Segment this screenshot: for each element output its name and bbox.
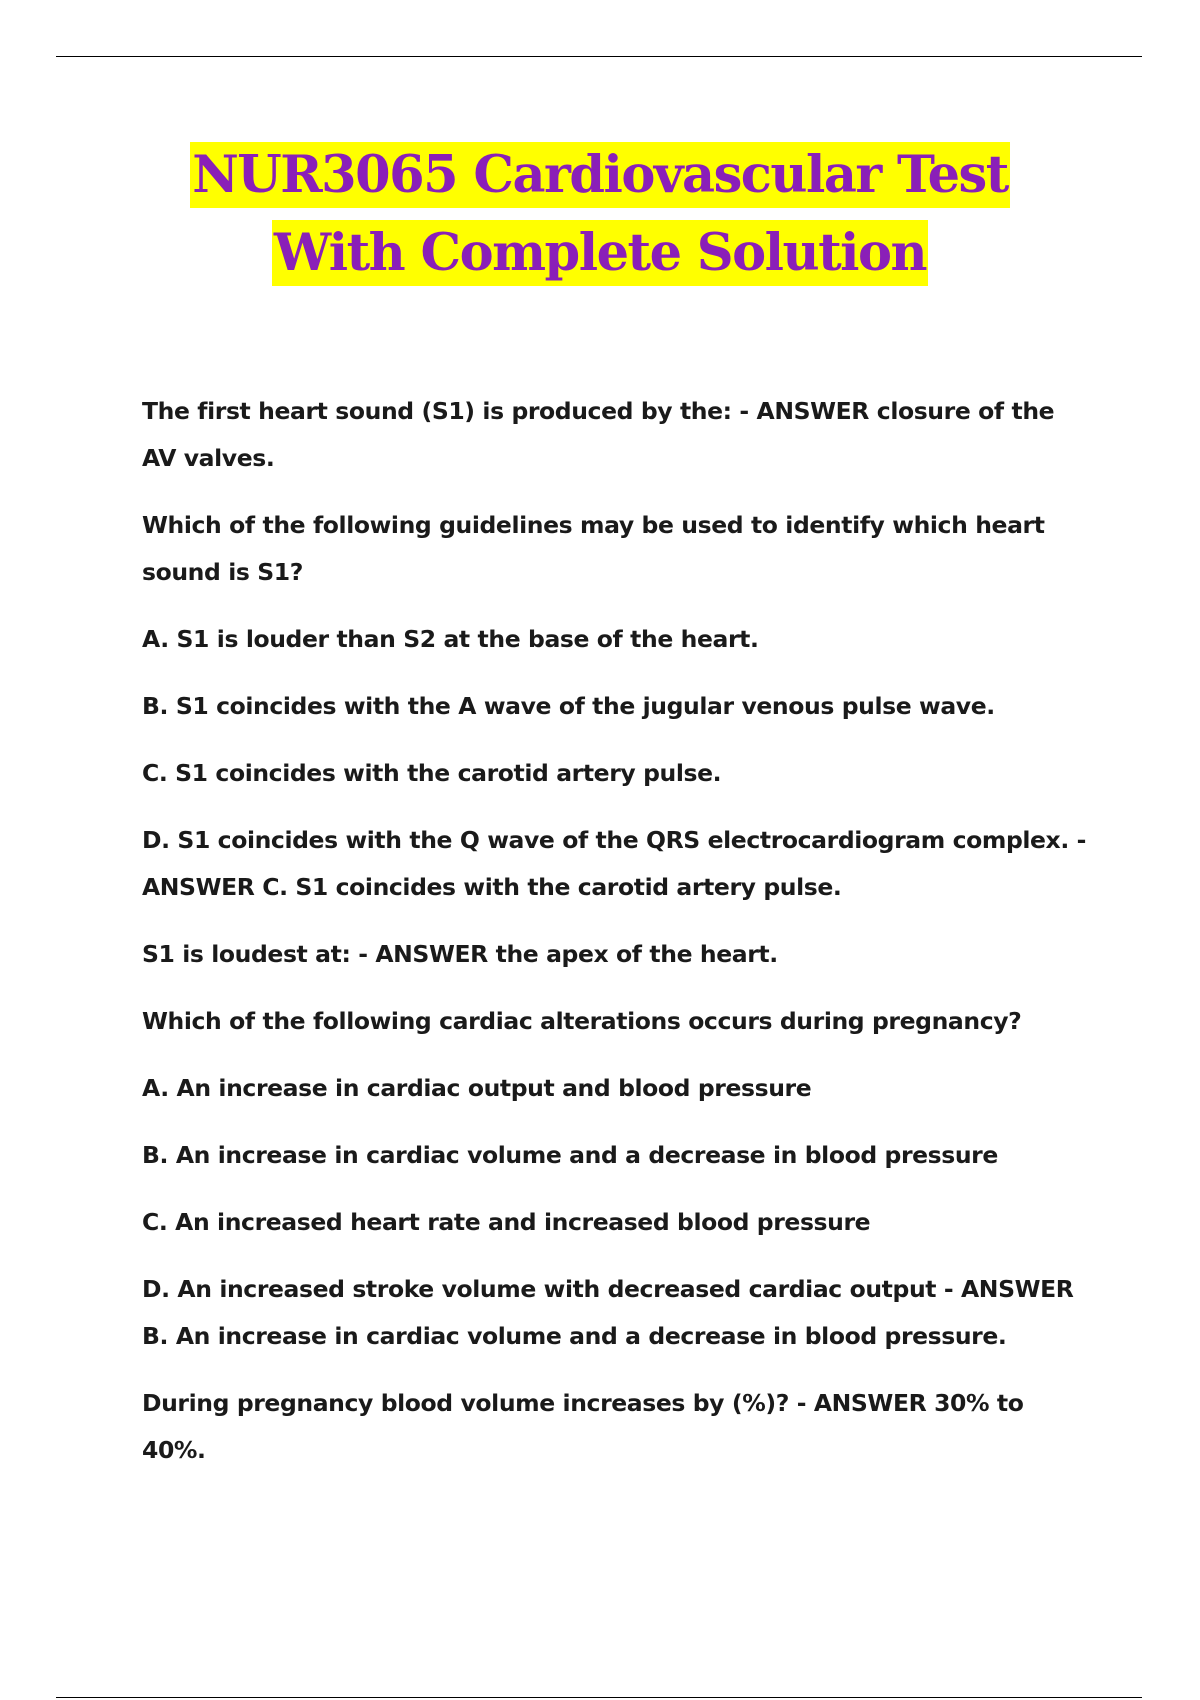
- paragraph-q4: Which of the following cardiac alterations occurs during pregnancy?: [142, 1007, 1022, 1035]
- paragraph-q4-option-b: B. An increase in cardiac volume and a decrease in blood pressure: [142, 1141, 998, 1169]
- paragraph-q2: Which of the following guidelines may be used to identify which heart sound is S1?: [142, 511, 1045, 586]
- top-rule: [56, 56, 1142, 57]
- document-title: [0, 142, 1200, 298]
- bottom-rule: [56, 1697, 1142, 1698]
- paragraph-q2-option-a: A. S1 is louder than S2 at the base of the heart.: [142, 625, 759, 653]
- paragraph-q5: During pregnancy blood volume increases by (%)? - ANSWER 30% to 40%.: [142, 1389, 1024, 1464]
- paragraph-q2-option-d: D. S1 coincides with the Q wave of the QRS electrocardiogram complex. - ANSWER C. S1 coincides with the carotid artery pulse.: [142, 826, 1086, 901]
- paragraph-q2-option-b: B. S1 coincides with the A wave of the jugular venous pulse wave.: [142, 692, 995, 720]
- title-line-2: With Complete Solution: [272, 220, 928, 286]
- paragraph-q4-option-a: A. An increase in cardiac output and blood pressure: [142, 1074, 812, 1102]
- title-line-1: NUR3065 Cardiovascular Test: [190, 142, 1010, 208]
- document-body: [142, 388, 1092, 1494]
- paragraph-q1: The first heart sound (S1) is produced by the: - ANSWER closure of the AV valves.: [142, 397, 1055, 472]
- paragraph-q4-option-d: D. An increased stroke volume with decreased cardiac output - ANSWER B. An increase in cardiac volume and a decrease in blood pressure.: [142, 1275, 1074, 1350]
- paragraph-q3: S1 is loudest at: - ANSWER the apex of the heart.: [142, 940, 778, 968]
- paragraph-q2-option-c: C. S1 coincides with the carotid artery pulse.: [142, 759, 722, 787]
- paragraph-q4-option-c: C. An increased heart rate and increased blood pressure: [142, 1208, 871, 1236]
